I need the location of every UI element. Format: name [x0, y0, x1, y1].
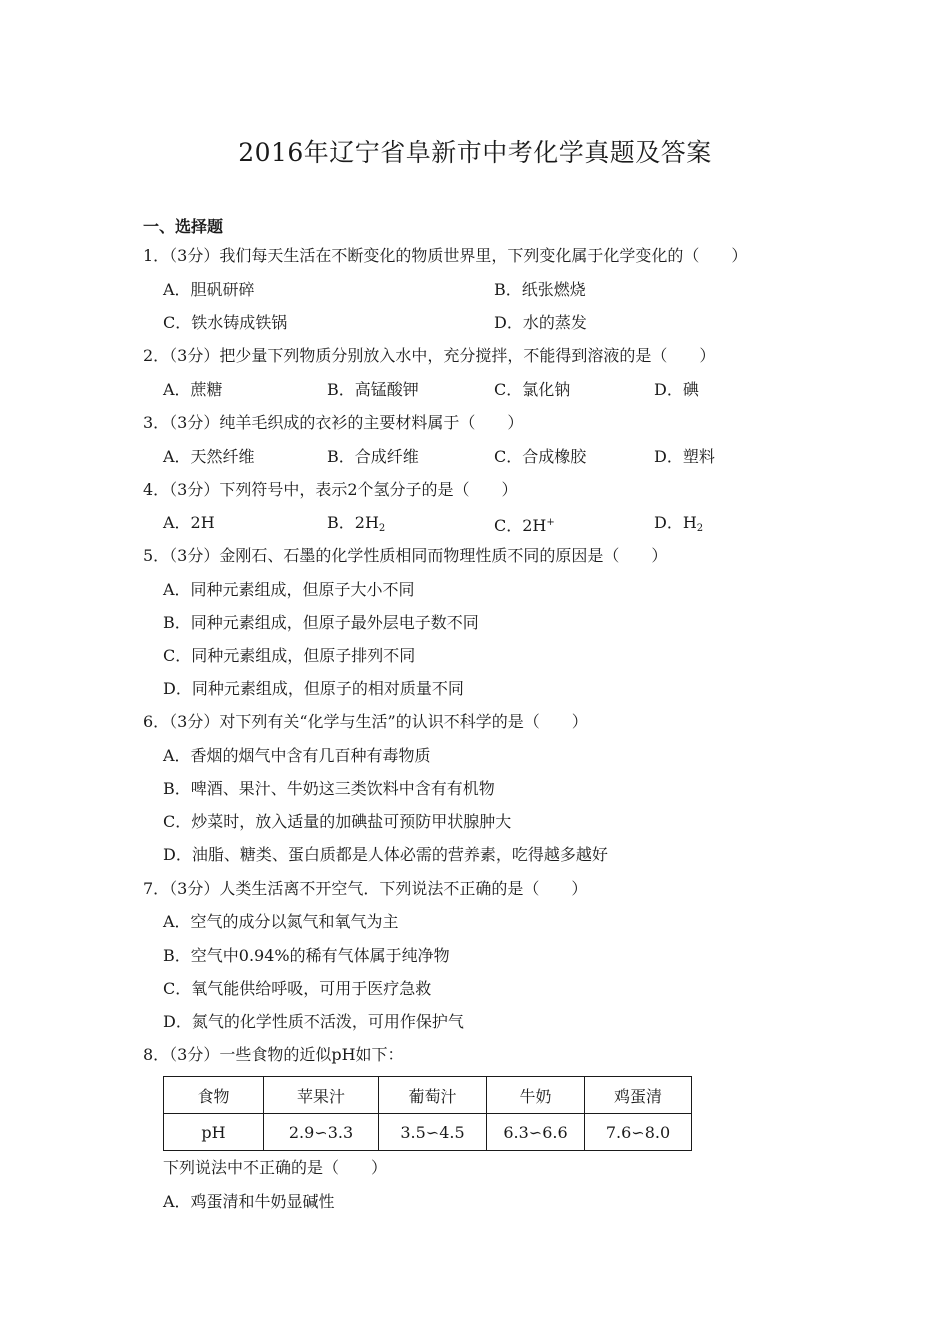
question-1-option-b: B．纸张燃烧 — [494, 280, 586, 299]
question-1-stem: 1．（3分）我们每天生活在不断变化的物质世界里，下列变化属于化学变化的（ ） — [143, 246, 748, 265]
question-6-option-a: A．香烟的烟气中含有几百种有毒物质 — [163, 746, 431, 765]
table-cell: 7.6∽8.0 — [585, 1114, 692, 1151]
question-6-option-c: C．炒菜时，放入适量的加碘盐可预防甲状腺肿大 — [163, 812, 512, 831]
question-7-option-c: C．氧气能供给呼吸，可用于医疗急救 — [163, 979, 432, 998]
question-7-option-a: A．空气的成分以氮气和氧气为主 — [163, 912, 399, 931]
question-6-option-b: B．啤酒、果汁、牛奶这三类饮料中含有有机物 — [163, 779, 495, 798]
table-cell: pH — [164, 1114, 264, 1151]
question-3-option-c: C．合成橡胶 — [494, 447, 587, 466]
question-5-option-c: C．同种元素组成，但原子排列不同 — [163, 646, 416, 665]
superscript: + — [546, 517, 555, 528]
section-heading: 一、选择题 — [143, 217, 224, 236]
table-cell: 苹果汁 — [264, 1077, 379, 1114]
table-cell: 葡萄汁 — [379, 1077, 487, 1114]
question-7-option-d: D．氮气的化学性质不活泼，可用作保护气 — [163, 1012, 464, 1031]
question-4-option-c: C．2H+ — [494, 516, 555, 535]
question-3-option-b: B．合成纤维 — [327, 447, 419, 466]
ph-table — [163, 1076, 692, 1151]
table-cell: 食物 — [164, 1077, 264, 1114]
subscript: 2 — [696, 523, 704, 534]
question-5-option-b: B．同种元素组成，但原子最外层电子数不同 — [163, 613, 479, 632]
question-2-option-c: C．氯化钠 — [494, 380, 571, 399]
question-4-option-a: A．2H — [163, 513, 215, 532]
question-2-option-a: A．蔗糖 — [163, 380, 223, 399]
question-4-option-d: D．$H_2$ — [654, 513, 704, 534]
table-cell: 鸡蛋清 — [585, 1077, 692, 1114]
question-6-stem: 6．（3分）对下列有关“化学与生活”的认识不科学的是（ ） — [143, 712, 588, 731]
question-3-option-d: D．塑料 — [654, 447, 715, 466]
document-title: 2016年辽宁省阜新市中考化学真题及答案 — [238, 138, 712, 167]
table-row — [164, 1114, 692, 1151]
question-6-option-d: D．油脂、糖类、蛋白质都是人体必需的营养素，吃得越多越好 — [163, 845, 608, 864]
table-cell: 牛奶 — [487, 1077, 585, 1114]
question-8-followup: 下列说法中不正确的是（ ） — [163, 1158, 388, 1177]
table-cell: 6.3∽6.6 — [487, 1114, 585, 1151]
table-cell: 2.9∽3.3 — [264, 1114, 379, 1151]
question-2-option-d: D．碘 — [654, 380, 699, 399]
question-5-option-d: D．同种元素组成，但原子的相对质量不同 — [163, 679, 464, 698]
question-7-option-b: B．空气中0.94%的稀有气体属于纯净物 — [163, 946, 450, 965]
question-7-stem: 7．（3分）人类生活离不开空气．下列说法不正确的是（ ） — [143, 879, 588, 898]
table-cell: 3.5∽4.5 — [379, 1114, 487, 1151]
question-5-option-a: A．同种元素组成，但原子大小不同 — [163, 580, 415, 599]
question-8-stem: 8．（3分）一些食物的近似pH如下： — [143, 1045, 404, 1064]
question-2-option-b: B．高锰酸钾 — [327, 380, 419, 399]
question-2-stem: 2．（3分）把少量下列物质分别放入水中，充分搅拌，不能得到溶液的是（ ） — [143, 346, 716, 365]
question-8-option-a: A．鸡蛋清和牛奶显碱性 — [163, 1192, 335, 1211]
question-1-option-a: A．胆矾研碎 — [163, 280, 255, 299]
subscript: 2 — [378, 523, 386, 534]
question-5-stem: 5．（3分）金刚石、石墨的化学性质相同而物理性质不同的原因是（ ） — [143, 546, 668, 565]
question-1-option-d: D．水的蒸发 — [494, 313, 587, 332]
question-1-option-c: C．铁水铸成铁锅 — [163, 313, 288, 332]
question-4-option-b: B．$2H_2$ — [327, 513, 386, 534]
question-3-stem: 3．（3分）纯羊毛织成的衣衫的主要材料属于（ ） — [143, 413, 524, 432]
question-3-option-a: A．天然纤维 — [163, 447, 255, 466]
question-4-stem: 4．（3分）下列符号中，表示2个氢分子的是（ ） — [143, 480, 518, 499]
table-header-row — [164, 1077, 692, 1114]
